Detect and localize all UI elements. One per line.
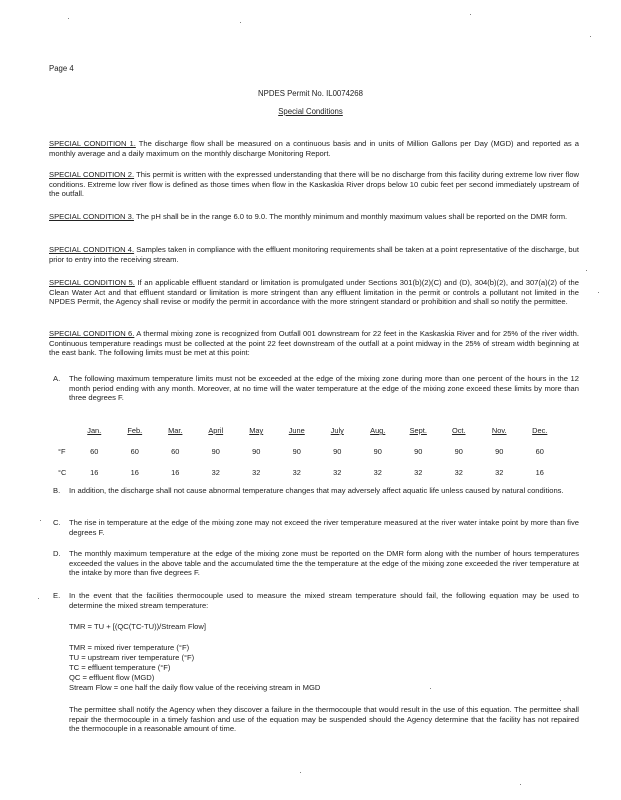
table-row-celsius — [58, 462, 560, 483]
item-d-letter: D. — [53, 549, 61, 558]
month-header: Mar. — [168, 426, 183, 435]
item-b-letter: B. — [53, 486, 61, 495]
month-header: Nov. — [491, 426, 507, 435]
month-header: April — [208, 426, 224, 435]
table-cell: 90 — [373, 447, 382, 456]
table-cell: 60 — [535, 447, 544, 456]
table-cell: 32 — [373, 468, 382, 477]
month-header: Oct. — [451, 426, 466, 435]
scan-speck — [38, 598, 39, 599]
special-condition-5 — [49, 278, 579, 307]
month-header: Aug. — [370, 426, 386, 435]
item-d-text: The monthly maximum temperature at the edge of the mixing zone must be reported on the DMR form along with the number of hours temperatures exceeded the values in the above table and the accumulated time the the temperature at the edge of the mixing zone exceeded the river temperature at the intake by more than five degrees F. — [69, 549, 579, 578]
definition-stream-flow: Stream Flow = one half the daily flow value of the receiving stream in MGD — [69, 683, 321, 692]
table-cell: 90 — [414, 447, 423, 456]
table-cell: 32 — [292, 468, 301, 477]
item-c-text: The rise in temperature at the edge of the mixing zone may not exceed the river temperature measured at the river water intake point by more than five degrees F. — [69, 518, 579, 537]
scan-speck — [520, 784, 521, 785]
table-cell: 16 — [90, 468, 99, 477]
item-a-letter: A. — [53, 374, 61, 383]
item-e-letter: E. — [53, 591, 61, 600]
table-cell: 60 — [90, 447, 99, 456]
scan-speck — [68, 18, 69, 19]
special-condition-6 — [49, 329, 579, 358]
table-row-fahrenheit — [58, 441, 560, 462]
month-header: Dec. — [532, 426, 548, 435]
scan-speck — [590, 36, 591, 37]
scan-speck — [40, 520, 41, 521]
definition-qc: QC = effluent flow (MGD) — [69, 673, 155, 682]
condition-label: SPECIAL CONDITION 2. — [49, 170, 135, 179]
table-cell: 16 — [130, 468, 139, 477]
table-cell: 16 — [171, 468, 180, 477]
table-cell: 90 — [495, 447, 504, 456]
unit-label: °C — [58, 468, 67, 477]
table-cell: 32 — [211, 468, 220, 477]
month-header: Sept. — [409, 426, 427, 435]
condition-text: The pH shall be in the range 6.0 to 9.0. The monthly minimum and monthly maximum values shall be reported on the DMR form. — [133, 212, 568, 221]
special-condition-1 — [49, 139, 579, 158]
condition-text: This permit is written with the expressed understanding that there will be no discharge from this facility during extreme low river flow conditions. Extreme low river flow is defined as those times when flow in the Kaskaskia River drops below 10 cubic feet per second immediately upstream of the outfall. — [49, 170, 579, 199]
permit-title: NPDES Permit No. IL0074268 — [258, 89, 363, 98]
condition-label: SPECIAL CONDITION 6. — [49, 329, 135, 338]
unit-label: °F — [58, 447, 66, 456]
table-cell: 16 — [535, 468, 544, 477]
scan-speck — [240, 22, 241, 23]
special-condition-4 — [49, 245, 579, 264]
scan-speck — [586, 270, 587, 271]
definition-tc: TC = effluent temperature (°F) — [69, 663, 171, 672]
month-header: Jan. — [87, 426, 102, 435]
item-e-text: In the event that the facilities thermocouple used to measure the mixed stream temperature should fail, the following equation may be used to determine the mixed stream temperature: — [69, 591, 579, 610]
item-c-letter: C. — [53, 518, 61, 527]
table-cell: 32 — [414, 468, 423, 477]
scan-speck — [300, 772, 301, 773]
table-cell: 32 — [454, 468, 463, 477]
item-e-closing: The permittee shall notify the Agency when they discover a failure in the thermocouple that would result in the use of this equation. The permittee shall repair the thermocouple in a timely fashion and use of the equation may be suspended should the Agency determine that the facility has not repaired the thermocouple in a reasonable amount of time. — [69, 705, 579, 734]
scan-speck — [430, 688, 431, 689]
condition-text: The discharge flow shall be measured on a continuous basis and in units of Million Gallons per Day (MGD) and reported as a monthly average and a daily maximum on the monthly discharge Monitoring Report. — [49, 139, 579, 158]
temperature-limits-table — [58, 420, 560, 483]
scan-speck — [598, 292, 599, 293]
page-label: Page 4 — [49, 64, 74, 73]
definition-tu: TU = upstream river temperature (°F) — [69, 653, 195, 662]
condition-text: A thermal mixing zone is recognized from Outfall 001 downstream for 22 feet in the Kaskaskia River and for 25% of the river width. Continuous temperature readings must be collected at the point 22 feet downstream of the outfall at a point midway in the 25% of stream width beginning at the east bank. The following limits must be met at this point: — [49, 329, 579, 358]
condition-label: SPECIAL CONDITION 1. — [49, 139, 136, 148]
special-condition-2 — [49, 170, 579, 199]
month-header: July — [330, 426, 344, 435]
item-b-text: In addition, the discharge shall not cause abnormal temperature changes that may adversely affect aquatic life unless caused by natural conditions. — [69, 486, 564, 495]
definition-tmr: TMR = mixed river temperature (°F) — [69, 643, 190, 652]
table-cell: 32 — [333, 468, 342, 477]
scan-speck — [470, 14, 471, 15]
condition-text: If an applicable effluent standard or limitation is promulgated under Sections 301(b)(2)(C) and (D), 304(b)(2), and 307(a)(2) of the Clean Water Act and that effluent standard or limitation is more stringent than any effluent limitation in the permit or controls a pollutant not limited in the NPDES Permit, the Agency shall revise or modify the permit in accordance with the more stringent standard or prohibition and shall so notify the permittee. — [49, 278, 579, 307]
condition-label: SPECIAL CONDITION 4. — [49, 245, 135, 254]
condition-label: SPECIAL CONDITION 5. — [49, 278, 135, 287]
special-condition-3 — [49, 212, 579, 222]
section-title: Special Conditions — [278, 107, 343, 116]
month-header: June — [288, 426, 305, 435]
table-cell: 90 — [333, 447, 342, 456]
table-cell: 90 — [211, 447, 220, 456]
month-header: Feb. — [127, 426, 143, 435]
scan-speck — [560, 700, 561, 701]
table-cell: 90 — [454, 447, 463, 456]
table-cell: 60 — [130, 447, 139, 456]
table-cell: 32 — [252, 468, 261, 477]
condition-label: SPECIAL CONDITION 3. — [49, 212, 134, 221]
condition-text: Samples taken in compliance with the effluent monitoring requirements shall be taken at a point representative of the discharge, but prior to entry into the receiving stream. — [49, 245, 579, 264]
table-cell: 60 — [171, 447, 180, 456]
month-header: May — [249, 426, 264, 435]
table-cell: 32 — [495, 468, 504, 477]
table-cell: 90 — [292, 447, 301, 456]
table-header-row — [58, 420, 560, 441]
item-a-text: The following maximum temperature limits must not be exceeded at the edge of the mixing zone during more than one percent of the hours in the 12 month period ending with any month. Moreover, at no time will the water temperature at the edge of the mixing zone exceed these limits by more than three degrees F. — [69, 374, 579, 403]
table-cell: 90 — [252, 447, 261, 456]
mixing-equation: TMR = TU + [(QC(TC-TU))/Stream Flow] — [69, 622, 206, 631]
